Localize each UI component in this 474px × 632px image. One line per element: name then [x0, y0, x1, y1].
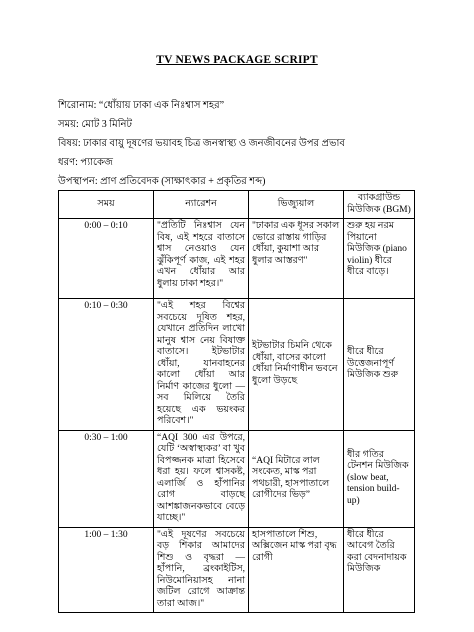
bgm-cell: ধীরে ধীরে উত্তেজনাপূর্ণ মিউজিক শুরু: [344, 299, 415, 431]
table-header-row: [59, 191, 415, 219]
document-title: TV NEWS PACKAGE SCRIPT: [156, 54, 318, 66]
header-narration: ন্যারেশন: [154, 191, 249, 219]
visual-cell: ইটভাটার চিমনি থেকে ধোঁয়া, বাসের কালো ধোঁয়া নির্মাণাধীন ভবনে ধুলো উড়ছে: [249, 299, 344, 431]
meta-format: ধরণ: প্যাকেজ: [58, 157, 113, 168]
table-row: [59, 430, 415, 527]
table-row: [59, 219, 415, 299]
narration-cell: “AQI 300 এর উপরে, যেটি ‘অস্বাস্থ্যকর’ বা খুব বিপজ্জনক মাত্রা হিসেবে ধরা হয়। ফলে শ্বাসকষ্ট, এলার্জি ও হাঁপানির রোগ বাড়ছে আশঙ্কাজনকভাবে বেড়ে যাচ্ছে।": [154, 430, 249, 527]
narration-cell: "প্রতিটি নিঃশ্বাস যেন বিষ, এই শহরে বাতাসে শ্বাস নেওয়াও যেন ঝুঁকিপূর্ণ কাজ, এই শহর এখন ধোঁয়ার আর ধুলায় ঢাকা শহর।": [154, 219, 249, 299]
header-bgm: ব্যাকগ্রাউন্ড মিউজিক (BGM): [344, 191, 415, 219]
bgm-cell: ধীর গতির টেনশন মিউজিক (slow beat, tension build-up): [344, 430, 415, 527]
meta-headline: শিরোনাম: “ধোঁয়ায় ঢাকা এক নিঃশ্বাস শহর”: [58, 100, 225, 111]
time-cell: 1:00 – 1:30: [59, 527, 154, 613]
header-time: সময়: [59, 191, 154, 219]
table-row: [59, 299, 415, 431]
bgm-cell: ধীরে ধীরে আবেগ তৈরি করা বেদনাদায়ক মিউজিক: [344, 527, 415, 613]
meta-presentation: উপস্থাপন: প্রাণ প্রতিবেদক (সাক্ষাৎকার + প্রকৃতির শব্দ): [58, 176, 266, 187]
narration-cell: "এই শহর বিশ্বের সবচেয়ে দূষিত শহর, যেখানে প্রতিদিন লাখো মানুষ শ্বাস নেয় বিষাক্ত বাতাসে। ইটভাটার ধোঁয়া, যানবাহনের কালো ধোঁয়া আর নির্মাণ কাজের ধুলো — সব মিলিয়ে তৈরি হয়েছে এক ভয়ংকর পরিবেশ।": [154, 299, 249, 431]
time-cell: 0:30 – 1:00: [59, 430, 154, 527]
table-row: [59, 527, 415, 613]
visual-cell: “AQI মিটারে লাল সংকেত, মাস্ক পরা পথচারী, হাসপাতালে রোগীদের ভিড়”: [249, 430, 344, 527]
visual-cell: হাসপাতালে শিশু, অক্সিজেন মাস্ক পরা বৃদ্ধ রোগী: [249, 527, 344, 613]
narration-cell: "এই দূষণের সবচেয়ে বড় শিকার আমাদের শিশু ও বৃদ্ধরা — হাঁপানি, ব্রংকাইটিস, নিউমোনিয়াসহ নানা জটিল রোগে আক্রান্ত তারা আজ।": [154, 527, 249, 613]
time-cell: 0:10 – 0:30: [59, 299, 154, 431]
time-cell: 0:00 – 0:10: [59, 219, 154, 299]
bgm-cell: শুরু হয় নরম পিয়ানো মিউজিক (piano violin) ধীরে ধীরে বাড়ে।: [344, 219, 415, 299]
meta-topic: বিষয়: ঢাকার বায়ু দূষণের ভয়াবহ চিত্র জনস্বাস্থ্য ও জনজীবনের উপর প্রভাব: [58, 138, 345, 149]
script-table: [58, 190, 415, 613]
meta-duration: সময়: মোট 3 মিনিট: [58, 119, 132, 130]
header-visual: ভিজ্যুয়াল: [249, 191, 344, 219]
visual-cell: "ঢাকার এক ধূসর সকাল ভোরে রাস্তায় গাড়ির ধোঁয়া, কুয়াশা আর ধুলার আস্তরণ": [249, 219, 344, 299]
